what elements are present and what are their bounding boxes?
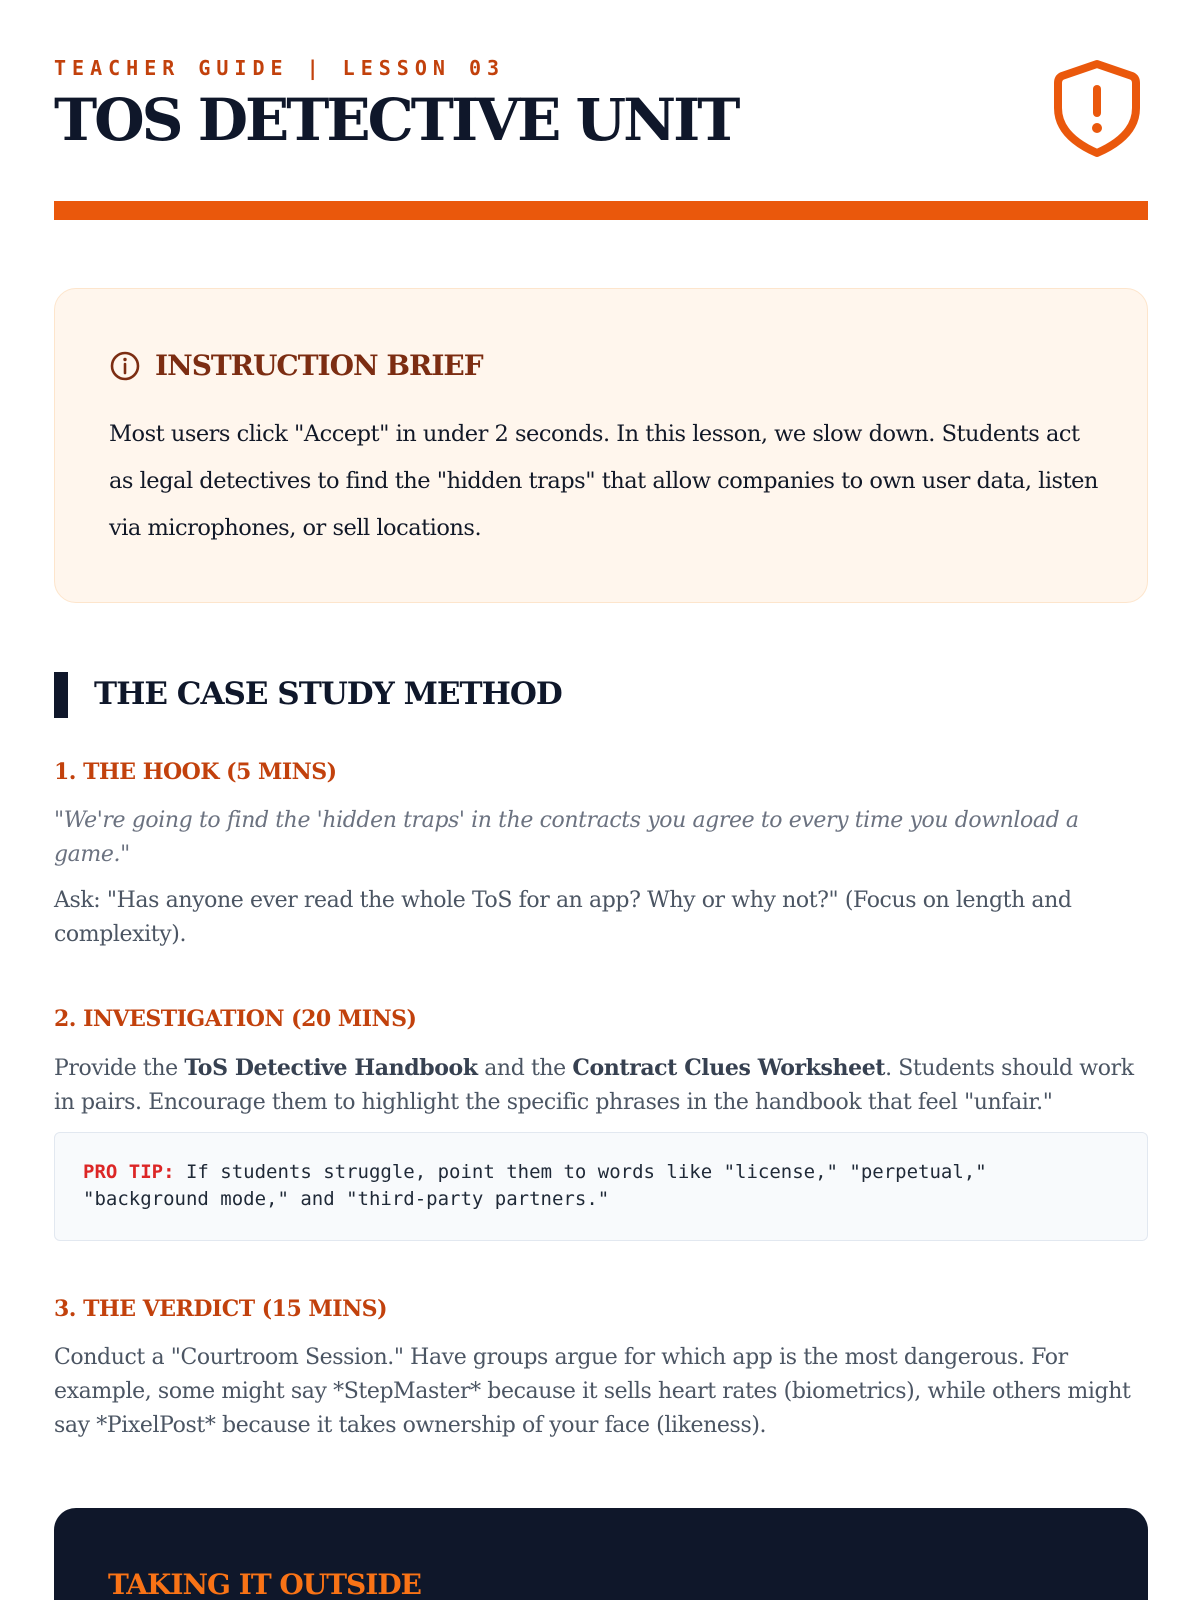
worksheet-name: Contract Clues Worksheet [572,1055,886,1081]
step-hook-title: 1. THE HOOK (5 MINS) [54,759,337,785]
taking-it-outside-card [54,1508,1148,1600]
pro-tip-box [54,1132,1148,1241]
teacher-guide-page [54,0,1148,1600]
header-divider [54,201,1148,220]
step-verdict-text: Conduct a "Courtroom Session." Have groups argue for which app is the most dangerous. For example, some might say *StepMaster* because it sells heart rates (biometrics), while others might say *PixelPost* because it takes ownership of your face (likeness). [54,1345,1131,1438]
page-title: TOS DETECTIVE UNIT [54,86,738,154]
step-hook-text: Ask: "Has anyone ever read the whole ToS for an app? Why or why not?" (Focus on length and complexity). [54,888,1072,947]
pro-tip-label: PRO TIP: [83,1161,175,1183]
step-verdict-title: 3. THE VERDICT (15 MINS) [54,1296,387,1322]
info-icon [109,350,141,382]
brief-title: INSTRUCTION BRIEF [155,349,483,382]
section-title: THE CASE STUDY METHOD [94,676,562,712]
step-investigation-title: 2. INVESTIGATION (20 MINS) [54,1006,417,1032]
brief-text: Most users click "Accept" in under 2 seconds. In this lesson, we slow down. Students act as legal detectives to find the "hidden traps" that allow companies to own user data, listen via microphones, or sell locations. [109,421,1098,541]
step-hook-quote: "We're going to find the 'hidden traps' in the contracts you agree to every time you download a game." [54,808,1079,867]
lesson-eyebrow: TEACHER GUIDE | LESSON 03 [54,56,506,80]
handbook-name: ToS Detective Handbook [184,1055,478,1081]
step-investigation-text: Provide the ToS Detective Handbook and the Contract Clues Worksheet. Students should work in pairs. Encourage them to highlight the specific phrases in the handbook that feel "unfair." [54,1055,1134,1115]
section-accent-bar [54,672,68,718]
pro-tip-text: If students struggle, point them to words like "license," "perpetual," "background mode," and "third-party partners." [83,1161,987,1210]
shield-alert-icon [1052,56,1142,160]
brief-header [109,349,483,382]
outside-title: TAKING IT OUTSIDE [108,1568,421,1600]
instruction-brief-card [54,288,1148,603]
